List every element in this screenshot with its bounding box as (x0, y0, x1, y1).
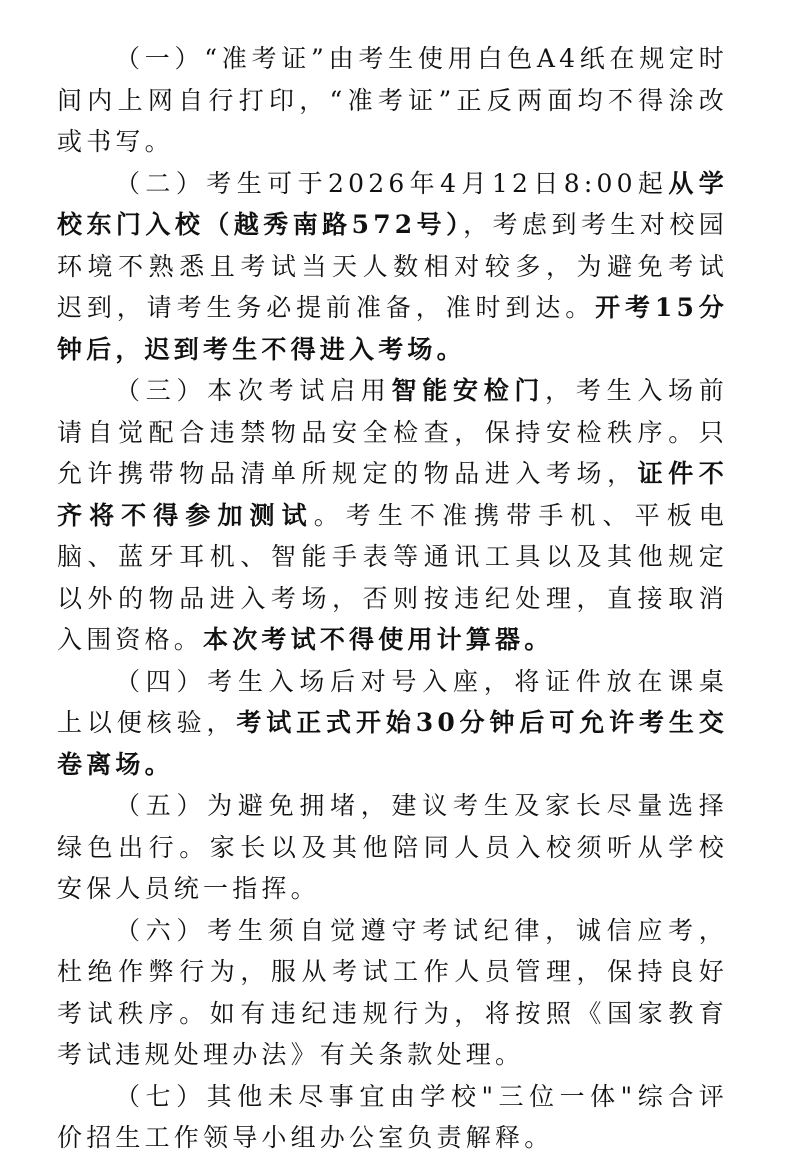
text-run: （一）“准考证”由考生使用白色A4纸在规定时间内上网自行打印，“准考证”正反两面均不得涂改或书写。 (57, 44, 728, 156)
bold-text-run: 本次考试不得使用计算器。 (203, 625, 554, 654)
notice-item-3 (57, 370, 728, 661)
text-run: ，考虑到考生对校园环境不熟悉且考试当天人数相对较多，为避免考试迟到，请考生务必提前准备，准时到达。 (57, 210, 728, 322)
notice-item-1 (57, 38, 728, 163)
bold-text-run: 智能安检门 (391, 376, 546, 405)
text-run: （六）考生须自觉遵守考试纪律，诚信应考，杜绝作弊行为，服从考试工作人员管理，保持良好考试秩序。如有违纪违规行为，将按照《国家教育考试违规处理办法》有关条款处理。 (57, 915, 728, 1069)
text-run: 。考生不准携带手机、平板电脑、蓝牙耳机、智能手表等通讯工具以及其他规定以外的物品进入考场，否则按违纪处理，直接取消入围资格。 (57, 500, 728, 654)
bold-text-run: 从学校东门入校（越秀南路572号） (57, 168, 728, 239)
text-run: （七）其他未尽事宜由学校"三位一体"综合评价招生工作领导小组办公室负责解释。 (57, 1081, 728, 1152)
notice-item-5 (57, 785, 728, 910)
notice-item-7 (57, 1076, 728, 1159)
text-run: （二）考生可于2026年4月12日8:00起 (115, 168, 669, 198)
text-run: （三）本次考试启用 (115, 376, 392, 405)
text-run: （四）考生入场后对号入座，将证件放在课桌上以便核验， (57, 666, 728, 737)
text-run: ，考生入场前请自觉配合违禁物品安全检查，保持安检秩序。只允许携带物品清单所规定的物品进入考场， (57, 376, 728, 488)
notice-item-6 (57, 910, 728, 1076)
text-run: （五）为避免拥堵，建议考生及家长尽量选择绿色出行。家长以及其他陪同人员入校须听从学校安保人员统一指挥。 (57, 791, 728, 903)
bold-text-run: 开考15分钟后，迟到考生不得进入考场。 (57, 293, 729, 364)
bold-text-run: 证件不齐将不得参加测试 (57, 459, 728, 530)
notice-item-2 (57, 163, 728, 371)
bold-text-run: 考试正式开始30分钟后可允许考生交卷离场。 (57, 708, 728, 779)
notice-item-4 (57, 661, 728, 786)
